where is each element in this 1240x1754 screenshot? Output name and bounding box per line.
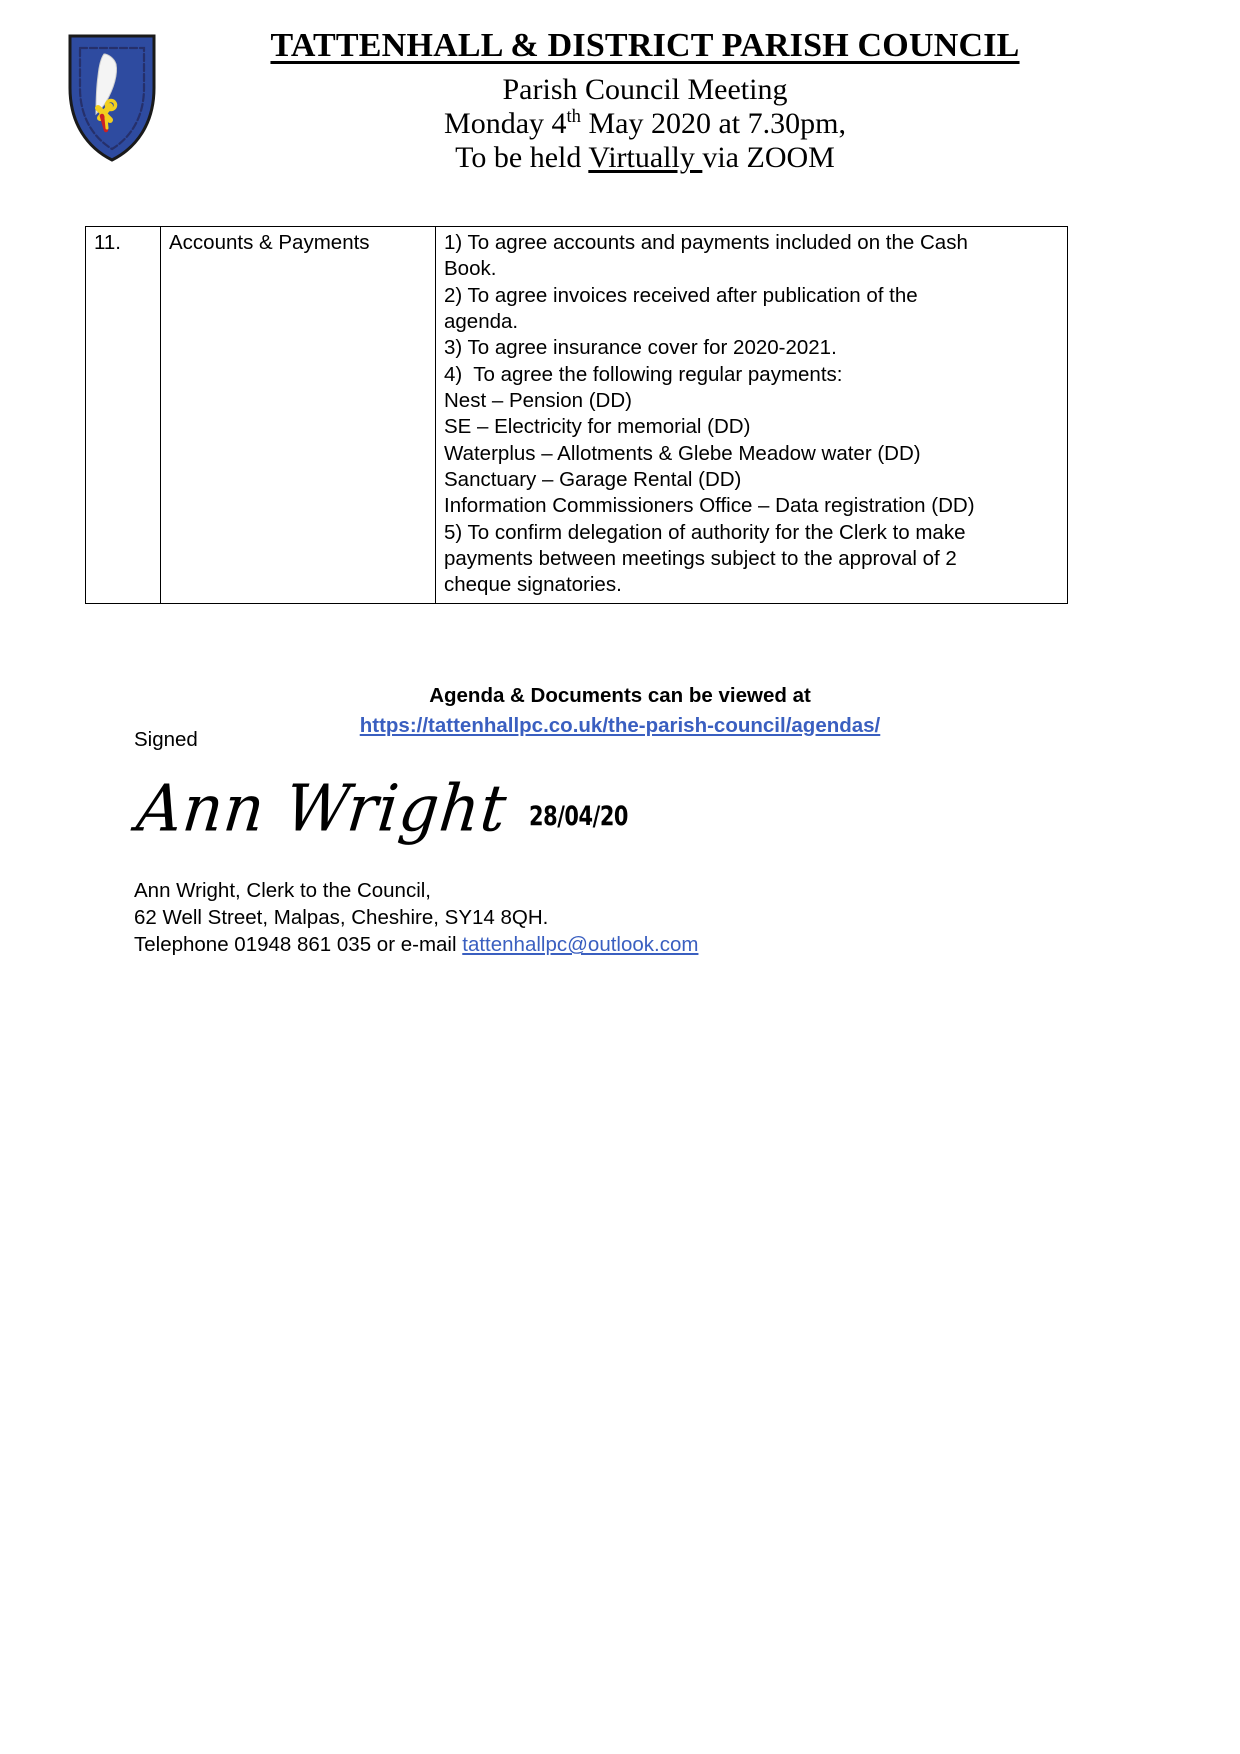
document-header — [0, 26, 1240, 175]
location-emphasis: Virtually — [588, 140, 703, 174]
date-ordinal-suffix: th — [566, 106, 581, 127]
detail-line: 5) To confirm delegation of authority for the Clerk to make — [444, 520, 966, 544]
detail-line: Book. — [444, 257, 497, 281]
clerk-contact-details — [134, 877, 1034, 959]
detail-line: 1) To agree accounts and payments included on the Cash — [444, 231, 968, 254]
handwritten-signature: Ann Wright — [133, 769, 511, 846]
agenda-item-topic: Accounts & Payments — [161, 227, 436, 604]
detail-line: Waterplus – Allotments & Glebe Meadow water (DD) — [444, 441, 921, 465]
detail-line: SE – Electricity for memorial (DD) — [444, 415, 751, 439]
meeting-type: Parish Council Meeting — [502, 73, 788, 107]
agenda-item-table — [85, 226, 1068, 604]
meeting-location — [70, 141, 1220, 175]
clerk-email-link[interactable]: tattenhallpc@outlook.com — [462, 933, 699, 957]
detail-line: agenda. — [444, 309, 519, 333]
detail-line: payments between meetings subject to the approval of 2 — [444, 546, 957, 570]
agenda-item-details — [436, 227, 1068, 604]
clerk-name-role: Ann Wright, Clerk to the Council, — [134, 878, 431, 902]
table-row — [86, 227, 1068, 604]
meeting-datetime — [70, 107, 1220, 141]
meeting-date-post: May 2020 at 7.30pm, — [580, 107, 846, 140]
parish-crest-shield-icon — [66, 32, 158, 164]
detail-line: 3) To agree insurance cover for 2020-2021. — [444, 336, 837, 360]
detail-line: 4) To agree the following regular payments: — [444, 362, 843, 386]
meeting-date-pre: Monday 4 — [444, 107, 567, 140]
signed-label: Signed — [134, 728, 198, 751]
signature-date: 28/04/20 — [529, 800, 629, 832]
clerk-phone-email — [134, 931, 1034, 958]
signature-row — [133, 769, 1034, 846]
page-title: TATTENHALL & DISTRICT PARISH COUNCIL — [270, 27, 1020, 64]
phone-text: Telephone 01948 861 035 or e-mail — [134, 933, 463, 957]
detail-line: 2) To agree invoices received after publication of the — [444, 283, 918, 307]
agendas-url-link[interactable]: https://tattenhallpc.co.uk/the-parish-council/agendas/ — [359, 713, 881, 737]
detail-line: cheque signatories. — [444, 573, 622, 597]
documents-viewing-heading: Agenda & Documents can be viewed at — [429, 684, 811, 707]
agenda-detail-lines — [444, 230, 1061, 599]
detail-line: Information Commissioners Office – Data registration (DD) — [444, 494, 975, 518]
signature-block — [134, 727, 1034, 958]
clerk-address: 62 Well Street, Malpas, Cheshire, SY14 8QH. — [134, 905, 549, 929]
location-pre: To be held — [455, 140, 589, 174]
detail-line: Sanctuary – Garage Rental (DD) — [444, 467, 742, 491]
location-post: via ZOOM — [702, 140, 835, 174]
agenda-item-number: 11. — [86, 227, 161, 604]
detail-line: Nest – Pension (DD) — [444, 388, 632, 412]
